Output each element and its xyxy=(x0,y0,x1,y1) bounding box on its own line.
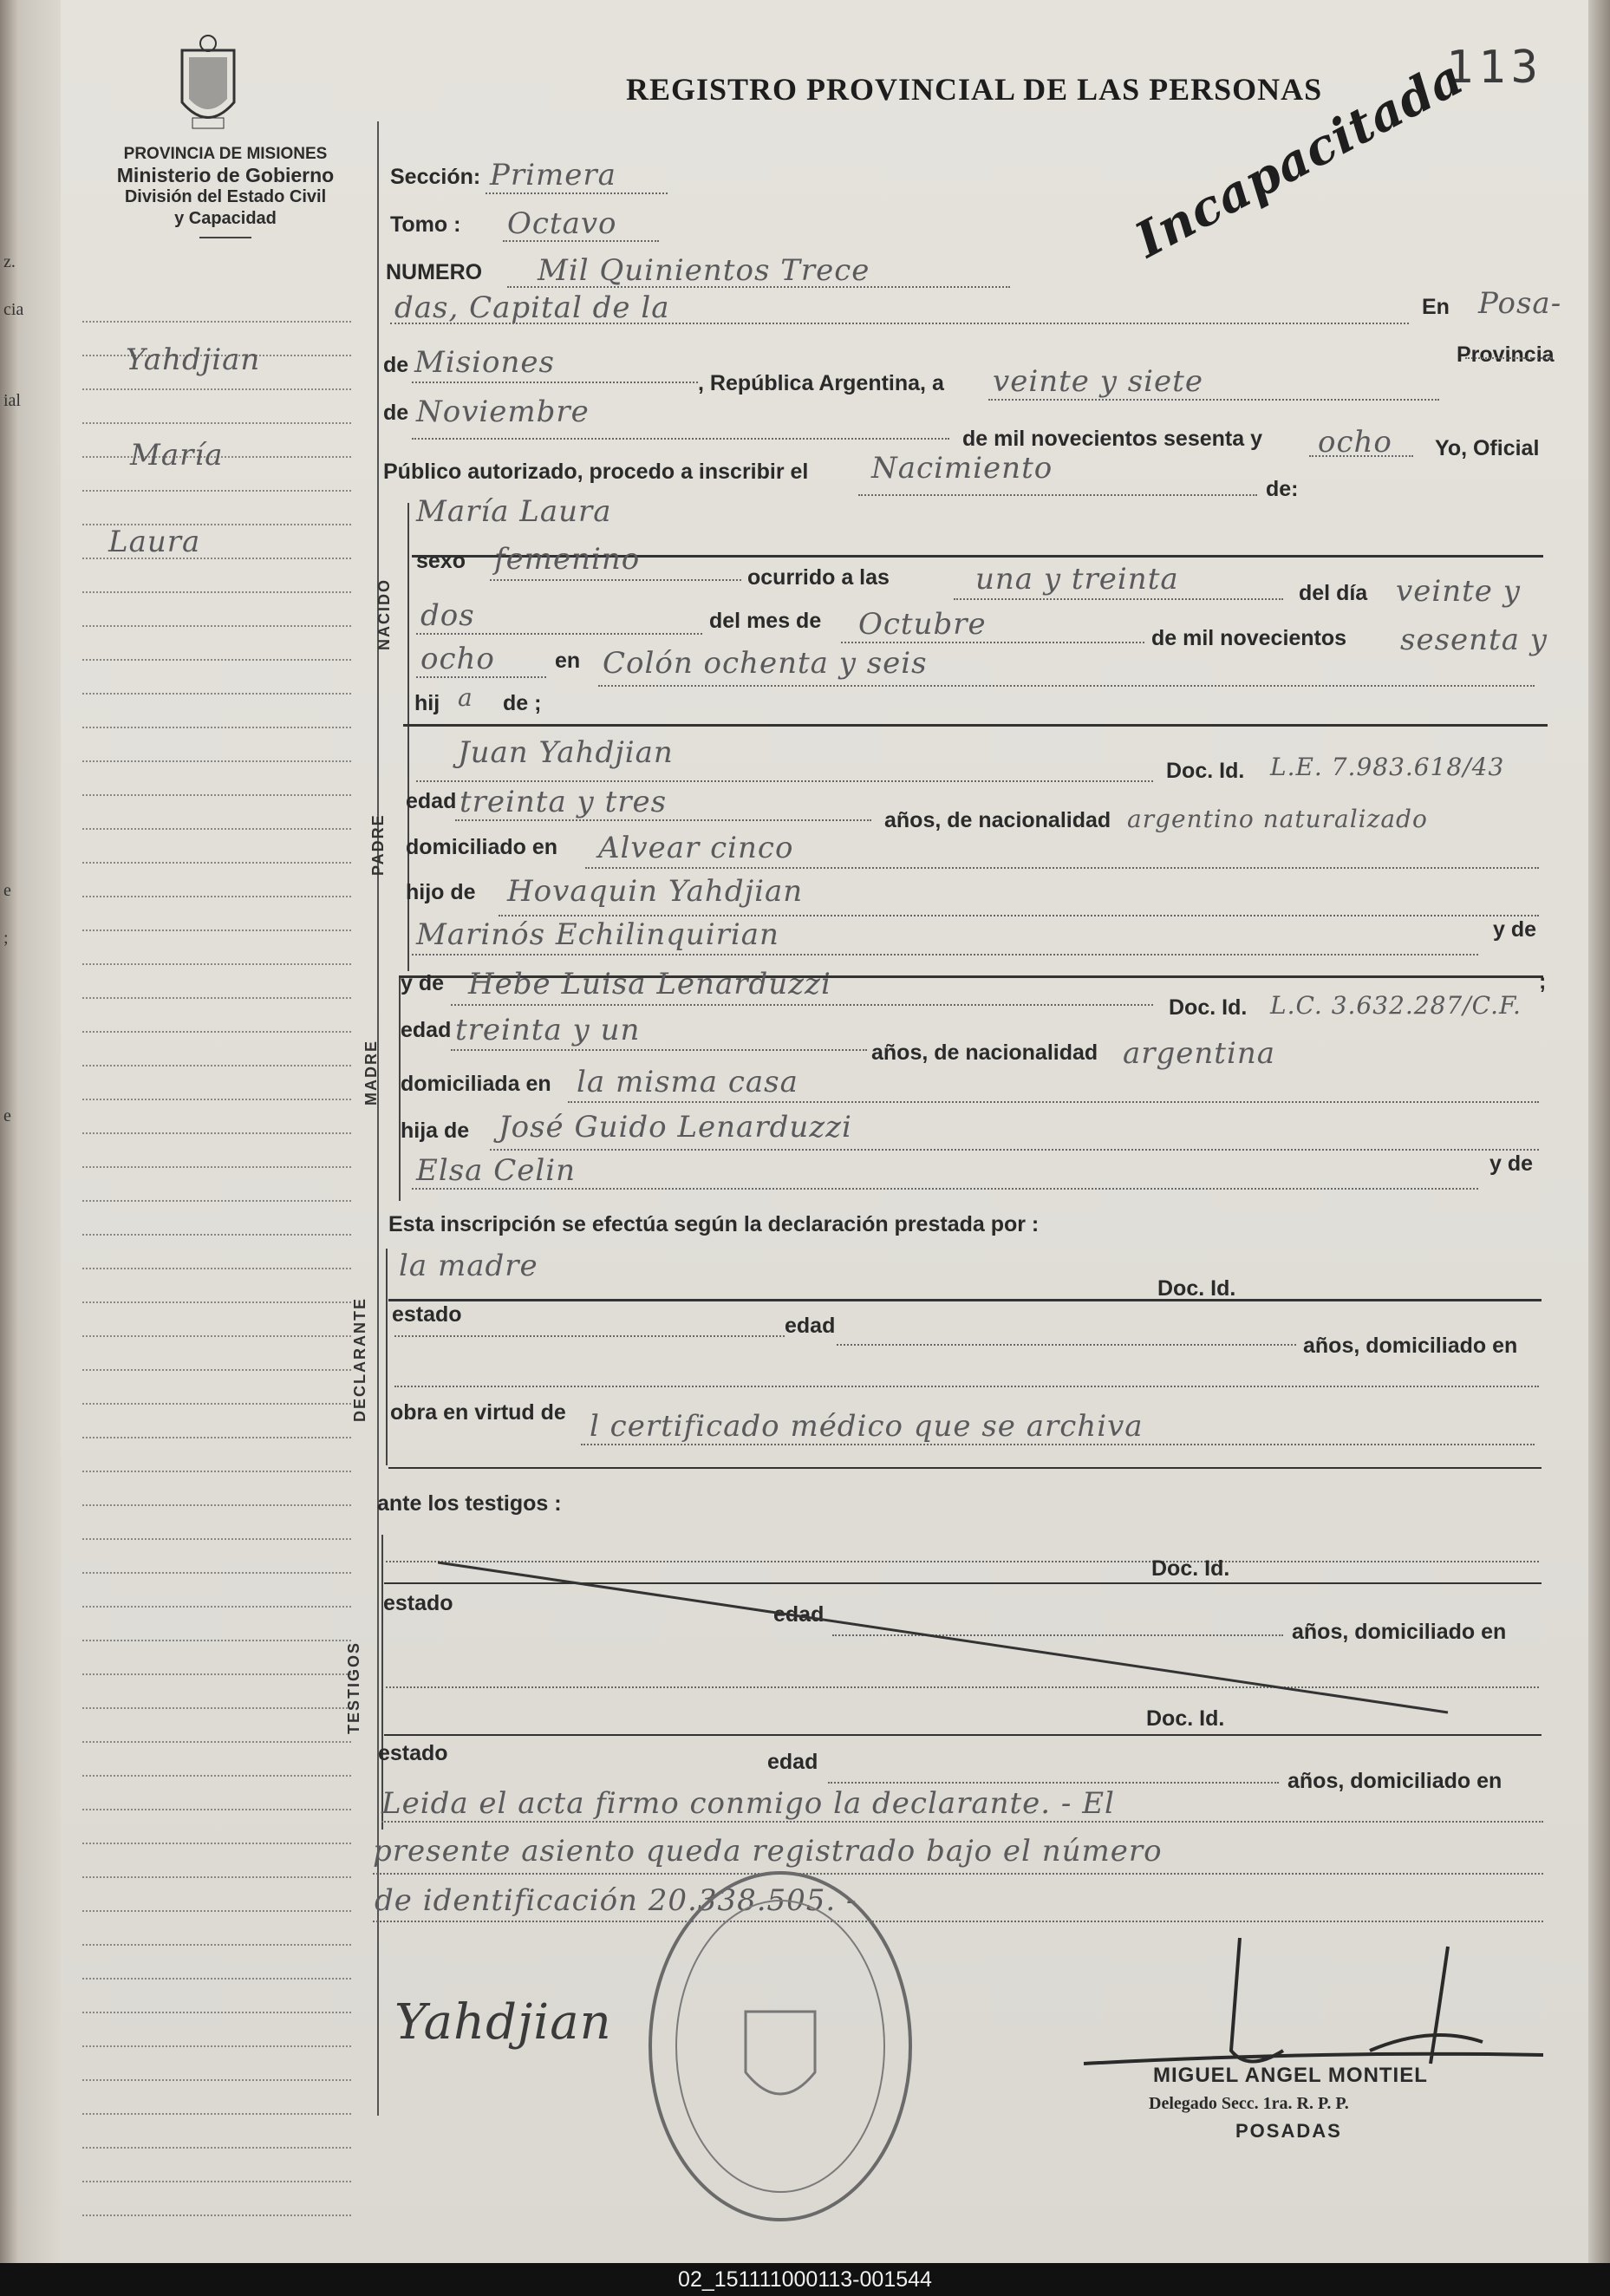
declarante-value: la madre xyxy=(399,1249,538,1283)
margin-ruling xyxy=(82,1944,351,1946)
margin-ruling xyxy=(82,2113,351,2115)
padre-edad-value: treinta y tres xyxy=(460,785,668,819)
de-mil-label: de mil novecientos sesenta y xyxy=(962,427,1262,451)
rule xyxy=(384,1734,1542,1736)
madre-edad-label: edad xyxy=(401,1018,452,1042)
margin-ruling xyxy=(82,1132,351,1134)
dia2-value: dos xyxy=(420,598,475,633)
padre-nac-label: años, de nacionalidad xyxy=(884,808,1111,832)
margin-ruling xyxy=(82,659,351,661)
margin-ruling xyxy=(82,1166,351,1168)
section-line-declarante xyxy=(386,1249,388,1465)
dots xyxy=(585,867,1539,869)
padre-doc-label: Doc. Id. xyxy=(1166,759,1245,783)
dots xyxy=(507,286,1010,288)
madre-dom-value: la misma casa xyxy=(577,1065,798,1099)
sexo-label: sexo xyxy=(416,549,466,573)
margin-ruling xyxy=(82,929,351,931)
margin-ruling xyxy=(82,1234,351,1236)
dots xyxy=(394,1335,785,1337)
provincia-value: Misiones xyxy=(414,345,555,380)
margin-ruling xyxy=(82,1978,351,1980)
margin-ruling xyxy=(82,760,351,762)
margin-ruling xyxy=(82,828,351,830)
margin-ruling xyxy=(82,727,351,728)
hijo-de-label: hijo de xyxy=(406,880,476,904)
provincia-label: Provincia xyxy=(1457,342,1555,367)
official-role: Delegado Secc. 1ra. R. P. P. xyxy=(1149,2094,1349,2113)
margin-ruling xyxy=(82,625,351,627)
margin-name-1: María xyxy=(130,438,224,473)
dots xyxy=(451,1004,1153,1006)
dots xyxy=(841,642,1144,643)
margin-ruling xyxy=(82,1437,351,1438)
madre-doc-value: L.C. 3.632.287/C.F. xyxy=(1270,991,1522,1020)
madre-dom-label: domiciliada en xyxy=(401,1072,551,1096)
coat-of-arms-icon xyxy=(173,33,243,137)
testigo2-anios-label: años, domiciliado en xyxy=(1287,1769,1502,1793)
dots xyxy=(381,1821,1543,1823)
dots xyxy=(828,1782,1279,1784)
seccion-value: Primera xyxy=(490,158,616,192)
dots xyxy=(499,915,1539,916)
declarante-doc-label: Doc. Id. xyxy=(1157,1276,1236,1301)
republica-label: , República Argentina, a xyxy=(698,371,944,395)
padre-label: PADRE xyxy=(369,813,387,876)
y-de-label-madre: y de xyxy=(1489,1151,1534,1176)
left-page xyxy=(0,0,61,2263)
file-id-footer: 02_151111000113-001544 xyxy=(0,2263,1610,2296)
y-de-label-padre: y de xyxy=(1493,917,1537,942)
nacido-label: NACIDO xyxy=(375,578,393,650)
margin-ruling xyxy=(82,1606,351,1608)
margin-ruling xyxy=(82,1369,351,1371)
testigo2-estado-label: estado xyxy=(378,1741,448,1765)
margin-ruling xyxy=(82,422,351,424)
margin-ruling xyxy=(82,1876,351,1878)
abuela-value: Marinós Echilinquirian xyxy=(416,917,779,952)
dots xyxy=(490,1149,1539,1151)
dots xyxy=(451,1049,867,1051)
margin-ruling xyxy=(82,490,351,492)
hij-value: a xyxy=(458,683,473,712)
abuela-m-value: Elsa Celin xyxy=(416,1153,577,1188)
dots xyxy=(988,399,1439,401)
nota3: de identificación 20.338.505. - xyxy=(375,1883,857,1918)
testigo2-edad-label: edad xyxy=(767,1750,818,1774)
nombre-value: María Laura xyxy=(416,494,612,529)
declarante-estado-label: estado xyxy=(392,1302,462,1327)
register-title: REGISTRO PROVINCIAL DE LAS PERSONAS xyxy=(626,72,1323,107)
dots xyxy=(390,323,1409,324)
margin-ruling xyxy=(82,693,351,695)
tomo-value: Octavo xyxy=(507,206,617,241)
section-line-testigos xyxy=(381,1535,383,1830)
dots xyxy=(1465,357,1552,359)
en-label: En xyxy=(1422,295,1450,319)
padre-edad-label: edad xyxy=(406,789,457,813)
margin-ruling xyxy=(82,1301,351,1303)
de-mil2-label: de mil novecientos xyxy=(1151,626,1347,650)
margin-ruling xyxy=(82,1741,351,1743)
madre-edad-value: treinta y un xyxy=(455,1013,641,1047)
page-edge xyxy=(1588,0,1610,2263)
de-colon-label: de: xyxy=(1266,477,1299,501)
inscripcion-label: Esta inscripción se efectúa según la declaración prestada por : xyxy=(388,1212,1040,1236)
en-value: Posa- xyxy=(1478,286,1562,321)
dots xyxy=(858,494,1257,496)
margin-ruling xyxy=(82,2079,351,2081)
testigo2-doc-label: Doc. Id. xyxy=(1146,1706,1225,1731)
dots xyxy=(503,240,659,242)
anio-value: ocho xyxy=(1318,425,1392,460)
margin-ruling xyxy=(82,1910,351,1912)
page-number: 113 xyxy=(1446,42,1543,94)
margin-ruling xyxy=(82,321,351,323)
hija-de-label: hija de xyxy=(401,1119,470,1143)
margin-ruling xyxy=(82,997,351,999)
dots xyxy=(486,192,668,194)
margin-ruling xyxy=(82,1538,351,1540)
nota2: presente asiento queda registrado bajo el número xyxy=(373,1834,1163,1869)
madre-nombre-value: Hebe Luisa Lenarduzzi xyxy=(468,967,831,1001)
obra-value: l certificado médico que se archiva xyxy=(590,1409,1144,1444)
declarante-label: DECLARANTE xyxy=(351,1297,368,1422)
margin-ruling xyxy=(82,1268,351,1269)
dots xyxy=(1309,455,1413,457)
margin-ruling xyxy=(82,1640,351,1641)
margin-ruling xyxy=(82,896,351,897)
semicolon: ; xyxy=(1539,969,1547,994)
madre-nac-value: argentina xyxy=(1123,1036,1276,1071)
testigo1-doc-label: Doc. Id. xyxy=(1151,1556,1230,1581)
dots xyxy=(416,676,546,678)
margin-ruling xyxy=(82,1673,351,1675)
declarante-anios-label: años, domiciliado en xyxy=(1303,1334,1518,1358)
dia1-value: veinte y xyxy=(1396,574,1521,609)
del-dia-label: del día xyxy=(1299,581,1368,605)
margin-ruling xyxy=(82,2214,351,2216)
margin-ruling xyxy=(82,1775,351,1777)
fecha-mes-value: Noviembre xyxy=(416,395,590,429)
numero-value: Mil Quinientos Trece xyxy=(538,253,870,288)
margin-ruling xyxy=(82,1809,351,1810)
testigo1-anios-label: años, domiciliado en xyxy=(1292,1620,1507,1644)
nota1: Leida el acta firmo conmigo la declarante. - El xyxy=(381,1786,1115,1821)
ante-testigos-label: ante los testigos : xyxy=(377,1491,562,1516)
dots xyxy=(394,1386,1539,1387)
official-name: MIGUEL ANGEL MONTIEL xyxy=(1153,2064,1428,2087)
acto-value: Nacimiento xyxy=(871,451,1053,486)
dots xyxy=(373,1873,1543,1875)
margin-ruling xyxy=(82,1099,351,1100)
margin-ruling xyxy=(82,1843,351,1844)
margin-ruling xyxy=(82,794,351,796)
dots xyxy=(568,1101,1539,1103)
dots xyxy=(412,438,949,440)
margin-surname: Yahdjian xyxy=(126,342,261,377)
rule xyxy=(388,1299,1542,1301)
left-signature: Yahdjian xyxy=(394,1994,612,2051)
padre-nombre-value: Juan Yahdjian xyxy=(458,735,674,770)
anio-nac1-value: sesenta y xyxy=(1400,623,1548,657)
rule xyxy=(388,1467,1542,1469)
testigos-label: TESTIGOS xyxy=(345,1640,362,1734)
y-de-upper-label: y de xyxy=(401,971,445,995)
dots xyxy=(954,598,1283,600)
en2-label: en xyxy=(555,649,581,673)
padre-nac-value: argentino naturalizado xyxy=(1127,805,1428,833)
hora-value: una y treinta xyxy=(975,562,1179,597)
margin-ruling xyxy=(82,1335,351,1337)
testigo1-estado-label: estado xyxy=(383,1591,453,1615)
dots xyxy=(412,382,698,383)
place-cont: das, Capital de la xyxy=(394,290,670,325)
de-label: de xyxy=(383,353,409,377)
margin-ruling xyxy=(82,2012,351,2013)
abuelo-m-value: José Guido Lenarduzzi xyxy=(499,1110,852,1145)
official-place: POSADAS xyxy=(1235,2120,1342,2142)
dots xyxy=(412,1188,1478,1190)
madre-doc-label: Doc. Id. xyxy=(1169,995,1248,1020)
lugar-value: Colón ochenta y seis xyxy=(603,646,928,681)
margin-ruling xyxy=(82,591,351,593)
office-heading: PROVINCIA DE MISIONES Ministerio de Gobierno División del Estado Civil y Capacidad xyxy=(69,143,381,245)
strike-line xyxy=(438,1561,1452,1717)
madre-nac-label: años, de nacionalidad xyxy=(871,1040,1098,1065)
fecha-dia-value: veinte y siete xyxy=(993,364,1203,399)
left-frame-line xyxy=(377,121,379,2116)
declarante-edad-label: edad xyxy=(785,1314,836,1338)
padre-dom-label: domiciliado en xyxy=(406,835,558,859)
dots xyxy=(490,579,741,581)
madre-label: MADRE xyxy=(362,1040,380,1106)
seccion-label: Sección: xyxy=(390,165,481,189)
dots xyxy=(581,1444,1535,1445)
margin-ruling xyxy=(82,963,351,965)
official-stamp xyxy=(642,1864,919,2228)
mes-value: Octubre xyxy=(858,607,987,642)
dots xyxy=(455,819,871,821)
margin-name-2: Laura xyxy=(108,525,201,559)
de-semicolon-label: de ; xyxy=(503,691,542,715)
numero-label: NUMERO xyxy=(386,260,483,284)
margin-ruling xyxy=(82,1504,351,1506)
margin-ruling xyxy=(82,862,351,864)
obra-label: obra en virtud de xyxy=(390,1400,566,1425)
margin-ruling xyxy=(82,1403,351,1405)
yo-oficial-label: Yo, Oficial xyxy=(1435,436,1540,460)
margin-ruling xyxy=(82,1031,351,1033)
dots xyxy=(416,633,702,635)
rule xyxy=(403,724,1548,727)
testigo1-edad-label: edad xyxy=(773,1602,825,1627)
margin-ruling xyxy=(82,1707,351,1709)
de2-label: de xyxy=(383,401,409,425)
dots xyxy=(412,954,1478,956)
abuelo-value: Hovaquin Yahdjian xyxy=(507,874,804,909)
ocurrido-label: ocurrido a las xyxy=(747,565,890,590)
margin-ruling xyxy=(82,388,351,390)
margin-ruling xyxy=(82,1572,351,1574)
margin-ruling xyxy=(82,2181,351,2182)
margin-ruling xyxy=(82,2045,351,2047)
dots xyxy=(837,1344,1296,1346)
publico-label: Público autorizado, procedo a inscribir el xyxy=(383,460,809,484)
margin-ruling xyxy=(82,2147,351,2149)
dots xyxy=(416,780,1153,782)
padre-dom-value: Alvear cinco xyxy=(598,831,794,865)
margin-ruling xyxy=(82,1200,351,1202)
stamp-overlay: Incapacitada xyxy=(1125,48,1473,270)
dots xyxy=(598,685,1535,687)
padre-doc-value: L.E. 7.983.618/43 xyxy=(1270,753,1505,781)
margin-ruling xyxy=(82,1471,351,1472)
sexo-value: femenino xyxy=(494,542,641,577)
hij-label: hij xyxy=(414,691,440,715)
margin-ruling xyxy=(82,1065,351,1066)
section-line-nacido xyxy=(407,503,409,746)
del-mes-label: del mes de xyxy=(709,609,822,633)
anio-nac2-value: ocho xyxy=(420,642,495,676)
tomo-label: Tomo : xyxy=(390,212,461,237)
